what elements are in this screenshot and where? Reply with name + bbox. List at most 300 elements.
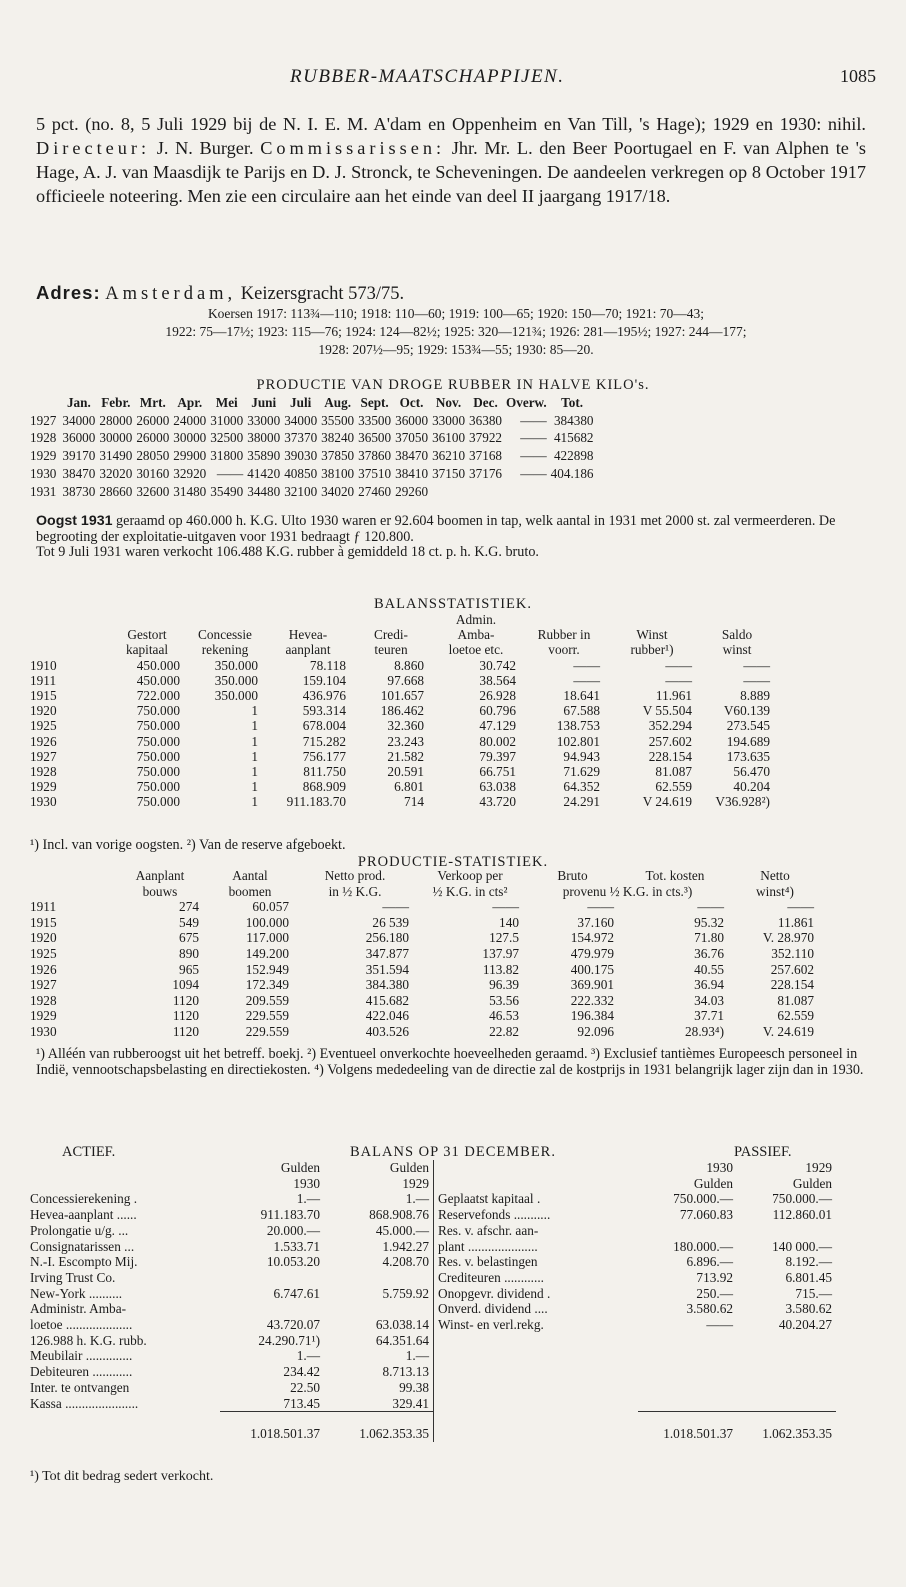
- balansstatistiek-cell: 159.104: [302, 672, 346, 688]
- productie-cell: 35490: [210, 483, 244, 499]
- directeur-label: Directeur:: [36, 138, 151, 159]
- passief-1929: 8.192.—: [785, 1254, 832, 1270]
- productie-title: PRODUCTIE VAN DROGE RUBBER IN HALVE KILO's.: [256, 377, 650, 393]
- productiestatistiek-cell: ——: [697, 899, 724, 915]
- balansstatistiek-cell: 911.183.70: [286, 794, 346, 810]
- productie-cell: [506, 483, 551, 501]
- actief-1930: [220, 1301, 324, 1317]
- balansstatistiek-cell: 750.000: [136, 764, 180, 780]
- hdr-concessie: Concessie: [198, 627, 252, 643]
- empty-cell: [737, 1380, 836, 1396]
- productiestatistiek-cell: 26 539: [372, 914, 409, 930]
- productiestatistiek-cell: 384.380: [365, 977, 409, 993]
- balansstatistiek-year: 1915: [30, 688, 57, 704]
- balansstatistiek-cell: 30.742: [479, 657, 516, 673]
- balansstatistiek-cell: 750.000: [136, 794, 180, 810]
- koersen-line-3: 1928: 207½—95; 1929: 153¾—55; 1930: 85—20.: [318, 342, 594, 357]
- balansstatistiek-cell: 194.689: [726, 733, 770, 749]
- actief-label: Hevea-aanplant ......: [30, 1207, 137, 1223]
- intro-line-1: 5 pct. (no. 8, 5 Juli 1929 bij de N. I. E. M. A'dam en Oppenheim en Van: [36, 114, 596, 134]
- productie-cell: ——: [520, 448, 547, 464]
- balansstatistiek-cell: 8.860: [394, 657, 424, 673]
- address-street: Keizersgracht 573/75.: [240, 284, 405, 304]
- koersen-line-2: 1922: 75—17½; 1923: 115—76; 1924: 124—82½; 1925: 320—121¾; 1926: 281—195½; 1927: 244—177;: [165, 324, 747, 339]
- address-label: Adres:: [36, 282, 101, 303]
- balans-row: [30, 1286, 836, 1302]
- productiestatistiek-year: 1915: [30, 914, 57, 930]
- productiestatistiek-cell: 22.82: [489, 1023, 519, 1039]
- productiestatistiek-cell: ——: [382, 899, 409, 915]
- ps-hdr-bouws: bouws: [142, 883, 178, 899]
- productiestatistiek-year: 1927: [30, 977, 57, 993]
- balansstatistiek-cell: 71.629: [563, 764, 600, 780]
- hdr-mrt: Mrt.: [139, 395, 166, 410]
- productie-cell: 31480: [173, 483, 207, 499]
- balansstatistiek-cell: V 55.504: [642, 703, 692, 719]
- actief-1929: 8.713.13: [382, 1364, 429, 1380]
- productiestatistiek-row: [30, 993, 820, 1009]
- productiestatistiek-row: [30, 977, 820, 993]
- balansstatistiek-cell: 66.751: [479, 764, 516, 780]
- balansstatistiek-cell: V60.139: [723, 703, 770, 719]
- productiestatistiek-cell: 549: [179, 914, 199, 930]
- actief-1929: 1.942.27: [382, 1238, 429, 1254]
- hdr-rubber: rubber¹): [630, 642, 674, 658]
- hdr-gestort: Gestort: [127, 627, 167, 643]
- productie-year: 1927: [30, 412, 57, 428]
- productie-cell: 39030: [284, 448, 318, 464]
- ps-hdr-aanplant: Aanplant: [135, 868, 185, 883]
- passief-label: Onopgevr. dividend .: [434, 1286, 639, 1302]
- productiestatistiek-year: 1926: [30, 961, 57, 977]
- productie-cell: [551, 483, 598, 501]
- productiestatistiek-cell: 229.559: [245, 1008, 289, 1024]
- balansstatistiek-cell: 593.314: [302, 703, 346, 719]
- actief-1930: 6.747.61: [273, 1285, 320, 1301]
- balansstatistiek-cell: 273.545: [726, 718, 770, 734]
- actief-label: Consignatarissen ...: [30, 1238, 135, 1254]
- balans-row: [30, 1301, 836, 1317]
- productiestatistiek-cell: 352.110: [771, 945, 814, 961]
- balansstatistiek-cell: 47.129: [479, 718, 516, 734]
- actief-1930: 1.—: [296, 1191, 320, 1207]
- productiestatistiek-cell: 172.349: [245, 977, 289, 993]
- balansstatistiek-cell: ——: [573, 672, 600, 688]
- balansstatistiek-cell: 450.000: [136, 672, 180, 688]
- passief-1929: 140 000.—: [772, 1238, 832, 1254]
- ps-hdr-winst: winst⁴): [756, 883, 794, 899]
- productiestatistiek-cell: 890: [179, 945, 199, 961]
- intro-paragraph: [36, 112, 866, 208]
- actief-1930: 43.720.07: [266, 1317, 320, 1333]
- productie-cell: ——: [520, 465, 547, 481]
- balansstatistiek-row: [30, 673, 776, 688]
- actief-1930: 234.42: [283, 1364, 320, 1380]
- balans-row: [30, 1239, 836, 1255]
- page-number: 1085: [840, 66, 876, 86]
- hdr-sept: Sept.: [360, 395, 389, 410]
- balansstatistiek-cell: 97.668: [387, 672, 424, 688]
- balansstatistiek-cell: 750.000: [136, 748, 180, 764]
- productie-cell: 34480: [247, 483, 281, 499]
- productie-cell: 34020: [321, 483, 355, 499]
- hdr-oct: Oct.: [399, 395, 424, 410]
- hdr-nov: Nov.: [435, 395, 462, 410]
- empty-cell: [434, 1380, 639, 1396]
- balansstatistiek-cell: 350.000: [214, 688, 258, 704]
- productiestatistiek-cell: 53.56: [489, 992, 519, 1008]
- hdr-aug: Aug.: [324, 395, 352, 410]
- productiestatistiek-cell: 228.154: [770, 977, 814, 993]
- productiestatistiek-cell: 257.602: [770, 961, 814, 977]
- hdr-amba: Amba-: [457, 627, 495, 643]
- balansstatistiek-cell: 436.976: [302, 688, 346, 704]
- hdr-feb: Febr.: [101, 395, 131, 410]
- productie-cell: 37168: [469, 448, 502, 464]
- balansstatistiek-cell: 186.462: [380, 703, 424, 719]
- koersen-block: [36, 305, 876, 359]
- productie-cell: 29260: [395, 483, 429, 499]
- balansstatistiek-cell: 24.291: [563, 794, 600, 810]
- productie-cell: 35890: [247, 448, 281, 464]
- ps-hdr-boomen: boomen: [228, 883, 272, 899]
- balansstatistiek-cell: 1: [251, 779, 258, 795]
- productiestatistiek-row: [30, 1008, 820, 1024]
- productie-cell: 38470: [395, 448, 429, 464]
- balansstatistiek-cell: 81.087: [655, 764, 692, 780]
- productiestatistiek-cell: 1120: [172, 1008, 199, 1024]
- productiestatistiek-cell: 415.682: [365, 992, 409, 1008]
- balansstatistiek-cell: V36.928²): [715, 794, 770, 810]
- empty-cell: [638, 1333, 737, 1349]
- balansstatistiek-cell: 43.720: [479, 794, 516, 810]
- productiestatistiek-table: [30, 868, 820, 1040]
- productiestatistiek-cell: 369.901: [570, 977, 614, 993]
- balansstatistiek-row: [30, 734, 776, 749]
- empty-cell: [638, 1396, 737, 1412]
- passief-label: Res. v. belastingen: [434, 1254, 639, 1270]
- productiestatistiek-cell: 34.03: [694, 992, 724, 1008]
- productie-cell: 38100: [321, 465, 355, 481]
- passief-label: Winst- en verl.rekg.: [434, 1317, 639, 1333]
- balansstatistiek-cell: 811.750: [303, 764, 346, 780]
- balansstatistiek-cell: 714: [404, 794, 424, 810]
- productiestatistiek-cell: 1120: [172, 1023, 199, 1039]
- balansstatistiek-row: [30, 779, 776, 794]
- actief-1930: 10.053.20: [266, 1254, 320, 1270]
- hdr-rubber-in: Rubber in: [537, 627, 591, 643]
- productie-cell: ——: [216, 465, 244, 481]
- ps-hdr-verkoop: Verkoop per: [437, 868, 503, 883]
- productiestatistiek-cell: 37.160: [577, 914, 614, 930]
- balans-row: [30, 1380, 836, 1396]
- oogst-line-2: Tot 9 Juli 1931 waren verkocht 106.488 K.G. rubber à gemiddeld 18 ct. p. h. K.G. bruto.: [36, 544, 539, 560]
- productiestatistiek-cell: 36.76: [694, 945, 724, 961]
- actief-1929: 868.908.76: [369, 1207, 429, 1223]
- productie-row: [30, 465, 598, 483]
- productie-cell: 27460: [358, 483, 392, 499]
- directeur-name: J. N. Burger.: [156, 138, 261, 159]
- productie-cell: 32600: [136, 483, 170, 499]
- productie-cell: 384380: [553, 412, 594, 428]
- productie-cell: 36500: [358, 430, 392, 446]
- productie-header-row: [30, 394, 598, 412]
- actief-1930: [220, 1270, 324, 1286]
- ps-hdr-provenu: provenu ½ K.G. in cts.³): [562, 883, 693, 899]
- productiestatistiek-cell: 154.972: [570, 930, 614, 946]
- productie-cell: 28000: [99, 412, 133, 428]
- productie-cell: 404.186: [550, 465, 594, 481]
- passief-1930: 250.—: [696, 1285, 733, 1301]
- passief-label: PASSIEF.: [734, 1144, 792, 1160]
- actief-label: 126.988 h. K.G. rubb.: [30, 1332, 147, 1348]
- actief-label: ACTIEF.: [62, 1144, 116, 1160]
- productiestatistiek-title: PRODUCTIE-STATISTIEK.: [357, 854, 549, 870]
- productie-cell: 38240: [321, 430, 355, 446]
- passief-1930: 6.896.—: [686, 1254, 733, 1270]
- passief-label: Onverd. dividend ....: [434, 1301, 639, 1317]
- hdr-tot: Tot.: [561, 395, 584, 410]
- productie-row: [30, 412, 598, 430]
- balansstatistiek-cell: 1: [251, 703, 258, 719]
- productiestatistiek-cell: 1094: [172, 977, 199, 993]
- balansstatistiek-cell: 1: [251, 794, 258, 810]
- productiestatistiek-row: [30, 915, 820, 931]
- actief-label: Kassa ......................: [30, 1396, 139, 1412]
- productie-cell: 37176: [469, 465, 502, 481]
- ps-hdr-aantal: Aantal: [232, 868, 268, 883]
- balansstatistiek-cell: ——: [573, 657, 600, 673]
- productie-cell: 32100: [284, 483, 318, 499]
- balansstatistiek-cell: 56.470: [733, 764, 770, 780]
- productie-row: [30, 483, 598, 501]
- productie-cell: 34000: [284, 412, 318, 428]
- productiestatistiek-cell: 149.200: [245, 945, 289, 961]
- passief-1930: 3.580.62: [686, 1301, 733, 1317]
- balansstatistiek-cell: 750.000: [136, 779, 180, 795]
- intro-line-2: Till, 's Hage); 1929 en 1930: nihil.: [602, 114, 866, 134]
- balansstatistiek-cell: ——: [743, 657, 770, 673]
- productie-cell: 37850: [321, 448, 355, 464]
- empty-cell: [737, 1333, 836, 1349]
- balansstatistiek-cell: 350.000: [214, 672, 258, 688]
- balansstatistiek-note: ¹) Incl. van vorige oogsten. ²) Van de reserve afgeboekt.: [30, 837, 346, 853]
- passief-label: Reservefonds ...........: [434, 1207, 639, 1223]
- empty-cell: [638, 1364, 737, 1380]
- ps-hdr-netto-prod: Netto prod.: [324, 868, 386, 883]
- balansstatistiek-cell: 94.943: [563, 748, 600, 764]
- balans-row: [30, 1254, 836, 1270]
- balansstatistiek-cell: ——: [743, 672, 770, 688]
- productie-cell: ——: [520, 412, 547, 428]
- empty-cell: [434, 1396, 639, 1412]
- productiestatistiek-cell: 92.096: [577, 1023, 614, 1039]
- actief-1929: 4.208.70: [382, 1254, 429, 1270]
- empty-cell: [638, 1380, 737, 1396]
- balansstatistiek-cell: ——: [665, 657, 692, 673]
- actief-label: Meubilair ..............: [30, 1348, 133, 1364]
- balansstatistiek-year: 1911: [30, 672, 57, 688]
- productiestatistiek-cell: 403.526: [365, 1023, 409, 1039]
- hdr-winst2: winst: [722, 642, 752, 658]
- hdr-mei: Mei: [215, 395, 238, 410]
- balansstatistiek-year: 1920: [30, 703, 57, 719]
- balansstatistiek-cell: 20.591: [387, 764, 424, 780]
- actief-1929: 329.41: [392, 1395, 429, 1411]
- productie-cell: 36100: [432, 430, 466, 446]
- productie-cell: 38470: [62, 465, 96, 481]
- productie-cell: 36000: [395, 412, 429, 428]
- productiestatistiek-notes: ¹) Alléén van rubberoogst uit het betreff. boekj. ²) Eventueel onverkochte hoeveelheden geraamd. ³) Exclusief tantièmes Europeesch personeel in Indië, vennootschapsbelasting en directiekosten. ⁴) Volgens mededeeling van de directie zal de kostprijs in 1931 belangrijk lager zijn dan in 1930.: [36, 1046, 864, 1078]
- empty-cell: [737, 1364, 836, 1380]
- productie-cell: 37922: [469, 430, 502, 446]
- hdr-voorr: voorr.: [548, 642, 580, 658]
- productiestatistiek-cell: 117.000: [246, 930, 289, 946]
- balansstatistiek-cell: 756.177: [302, 748, 346, 764]
- actief-1929: 99.38: [399, 1379, 429, 1395]
- productie-cell: 37860: [358, 448, 392, 464]
- balansstatistiek-row: [30, 703, 776, 718]
- productie-cell: 40850: [284, 465, 318, 481]
- passief-1930: 713.92: [696, 1269, 733, 1285]
- balansstatistiek-row: [30, 749, 776, 764]
- balansstatistiek-cell: 67.588: [563, 703, 600, 719]
- hdr-rekening: rekening: [201, 642, 249, 658]
- balansstatistiek-cell: V 24.619: [642, 794, 692, 810]
- ps-hdr-in-half-kg: in ½ K.G.: [328, 883, 382, 899]
- empty-cell: [638, 1348, 737, 1364]
- hdr-loetoe: loetoe etc.: [448, 642, 504, 658]
- productiestatistiek-year: 1928: [30, 992, 57, 1008]
- passief-1929: 40.204.27: [778, 1317, 832, 1333]
- balans-row: [30, 1191, 836, 1207]
- productie-cell: 24000: [173, 412, 207, 428]
- productie-year: 1928: [30, 430, 57, 446]
- productiestatistiek-cell: ——: [787, 899, 814, 915]
- productie-cell: 38730: [62, 483, 96, 499]
- balansstatistiek-cell: 32.360: [387, 718, 424, 734]
- balansstatistiek-year: 1928: [30, 764, 57, 780]
- balansstatistiek-cell: 64.352: [563, 779, 600, 795]
- empty-cell: [737, 1396, 836, 1412]
- actief-1929: 64.351.64: [375, 1332, 429, 1348]
- oogst-label: Oogst 1931: [36, 513, 113, 529]
- actief-1929: 63.038.14: [375, 1317, 429, 1333]
- balansstatistiek-cell: 138.753: [556, 718, 600, 734]
- productiestatistiek-cell: 675: [179, 930, 199, 946]
- productie-cell: 34000: [62, 412, 96, 428]
- actief-label: New-York ..........: [30, 1285, 123, 1301]
- balansstatistiek-year: 1930: [30, 794, 57, 810]
- productie-cell: 35500: [321, 412, 355, 428]
- productie-cell: 30000: [173, 430, 207, 446]
- productie-cell: 26000: [136, 430, 170, 446]
- balansstatistiek-cell: 63.038: [479, 779, 516, 795]
- actief-1929: 45.000.—: [375, 1222, 429, 1238]
- empty-cell: [737, 1348, 836, 1364]
- productiestatistiek-year: 1920: [30, 930, 57, 946]
- actief-1929: [324, 1301, 434, 1317]
- balans-row: [30, 1270, 836, 1286]
- balansstatistiek-cell: 80.002: [479, 733, 516, 749]
- balansstatistiek-row: [30, 688, 776, 703]
- balansstatistiek-cell: 38.564: [479, 672, 516, 688]
- balans-row: [30, 1317, 836, 1333]
- actief-label: Debiteuren ............: [30, 1364, 133, 1380]
- hdr-admin: Admin.: [455, 612, 497, 627]
- productiestatistiek-cell: 137.97: [482, 945, 519, 961]
- balans-py1: 1930: [706, 1160, 733, 1175]
- productiestatistiek-cell: 351.594: [365, 961, 409, 977]
- balansstatistiek-cell: 26.928: [479, 688, 516, 704]
- actief-label: Concessierekening .: [30, 1191, 138, 1207]
- oogst-text: geraamd op 460.000 h. K.G. Ulto 1930 waren er 92.604 boomen in tap, welk aantal in 1931 met 2000 st. zal vermeerderen. De begrooting der exploitatie-uitgaven voor 1931 bedraagt ƒ 120.800.: [36, 513, 836, 545]
- balansstatistiek-year: 1927: [30, 748, 57, 764]
- actief-1930: 911.183.70: [260, 1207, 320, 1223]
- productiestatistiek-cell: V. 24.619: [762, 1023, 814, 1039]
- productiestatistiek-row: [30, 962, 820, 978]
- productiestatistiek-cell: 965: [179, 961, 199, 977]
- productie-cell: 31800: [210, 448, 244, 464]
- productiestatistiek-cell: 1120: [172, 992, 199, 1008]
- productiestatistiek-cell: 46.53: [489, 1008, 519, 1024]
- balans-table: [30, 1160, 836, 1442]
- productiestatistiek-cell: 274: [179, 899, 199, 915]
- productiestatistiek-cell: 113.82: [482, 961, 519, 977]
- balansstatistiek-cell: 750.000: [136, 718, 180, 734]
- productie-cell: 37370: [284, 430, 318, 446]
- productie-cell: 30000: [99, 430, 133, 446]
- productie-cell: 26000: [136, 412, 170, 428]
- running-title: RUBBER-MAATSCHAPPIJEN.: [290, 66, 565, 87]
- actief-label: Irving Trust Co.: [30, 1269, 116, 1285]
- hdr-hevea: Hevea-: [288, 627, 328, 643]
- passief-1929: 6.801.45: [785, 1269, 832, 1285]
- productiestatistiek-cell: 209.559: [245, 992, 289, 1008]
- productiestatistiek-cell: 140: [499, 914, 519, 930]
- productie-cell: 31000: [210, 412, 244, 428]
- passief-1929: 112.860.01: [772, 1207, 832, 1223]
- balansstatistiek-cell: 868.909: [302, 779, 346, 795]
- balansstatistiek-cell: 79.397: [479, 748, 516, 764]
- passief-label: Res. v. afschr. aan-: [434, 1223, 639, 1239]
- hdr-teuren: teuren: [374, 642, 408, 658]
- balansstatistiek-cell: 715.282: [302, 733, 346, 749]
- address-line: [36, 282, 404, 305]
- empty-cell: [434, 1364, 639, 1380]
- hdr-credi: Credi-: [374, 627, 408, 643]
- passief-1929: 715.—: [795, 1285, 832, 1301]
- productie-cell: 30160: [136, 465, 170, 481]
- balansstatistiek-cell: 1: [251, 733, 258, 749]
- productie-cell: [469, 483, 506, 501]
- productie-cell: [432, 483, 469, 501]
- productiestatistiek-cell: 152.949: [245, 961, 289, 977]
- productiestatistiek-cell: V. 28.970: [762, 930, 814, 946]
- productiestatistiek-year: 1911: [30, 899, 57, 915]
- hdr-apr: Apr.: [177, 395, 203, 410]
- koersen-line-1: Koersen 1917: 113¾—110; 1918: 110—60; 1919: 100—65; 1920: 150—70; 1921: 70—43;: [207, 306, 705, 321]
- productiestatistiek-cell: ——: [492, 899, 519, 915]
- passief-1930: ——: [706, 1317, 733, 1333]
- balans-title: BALANS OP 31 DECEMBER.: [350, 1144, 556, 1160]
- actief-1930: 713.45: [283, 1395, 320, 1411]
- productiestatistiek-year: 1930: [30, 1023, 57, 1039]
- passief-1929: 750.000.—: [772, 1191, 832, 1207]
- passief-label: Crediteuren ............: [434, 1270, 639, 1286]
- actief-1929: 1.—: [405, 1191, 429, 1207]
- balansstatistiek-cell: 1: [251, 748, 258, 764]
